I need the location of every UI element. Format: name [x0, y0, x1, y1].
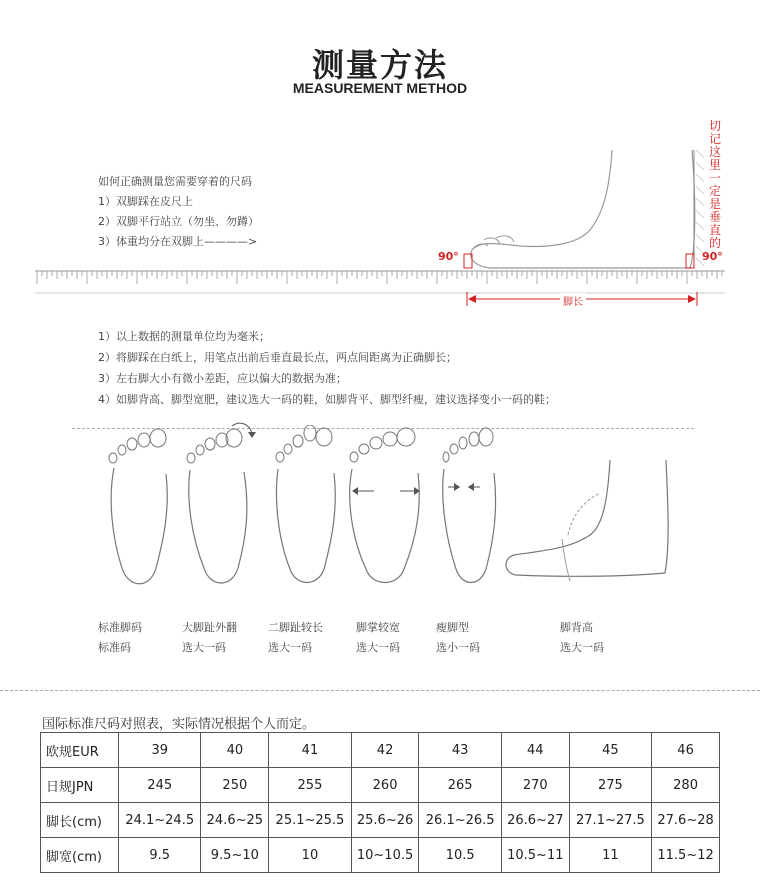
foot-type-advice: 选大一码: [182, 641, 226, 654]
vertical-warning: 切记这里一定是垂直的: [708, 119, 721, 250]
angle-right-label: 90°: [702, 250, 723, 263]
table-cell: 27.6~28: [652, 803, 720, 838]
notes: [98, 326, 556, 410]
table-cell: 275: [569, 768, 651, 803]
note-item: 2）将脚踩在白纸上，用笔点出前后垂直最长点，两点间距离为正确脚长；: [98, 351, 457, 364]
table-cell: 26.6~27: [501, 803, 569, 838]
table-cell: 26.1~26.5: [419, 803, 501, 838]
table-cell: 260: [351, 768, 419, 803]
foot-type-standard: [98, 618, 142, 658]
table-cell: 11.5~12: [652, 838, 720, 873]
instructions: [98, 172, 259, 252]
note-item: 4）如脚背高、脚型宽肥，建议选大一码的鞋，如脚背平、脚型纤瘦，建议选择变小一码的鞋；: [98, 393, 556, 406]
table-cell: 24.6~25: [201, 803, 269, 838]
table-cell: 39: [119, 733, 201, 768]
size-chart-table: [40, 732, 720, 873]
foot-length-label: 脚长: [560, 293, 586, 308]
table-cell: 11: [569, 838, 651, 873]
foot-type-narrow: [436, 618, 480, 658]
table-cell: 44: [501, 733, 569, 768]
foot-type-advice: 标准码: [98, 641, 131, 654]
table-cell: 250: [201, 768, 269, 803]
foot-type-name: 脚掌较宽: [356, 621, 400, 634]
table-row: [41, 733, 720, 768]
table-cell: 10~10.5: [351, 838, 419, 873]
row-header: 脚宽(cm): [41, 838, 119, 873]
table-cell: 27.1~27.5: [569, 803, 651, 838]
foot-bunion-illustration: [182, 420, 262, 592]
foot-type-long-second-toe: [268, 618, 323, 658]
foot-type-advice: 选大一码: [268, 641, 312, 654]
note-item: 1）以上数据的测量单位均为毫米；: [98, 330, 270, 343]
table-cell: 9.5~10: [201, 838, 269, 873]
row-header: 脚长(cm): [41, 803, 119, 838]
table-cell: 24.1~24.5: [119, 803, 201, 838]
foot-type-name: 脚背高: [560, 621, 593, 634]
table-row: [41, 838, 720, 873]
foot-type-name: 大脚趾外翻: [182, 621, 237, 634]
table-cell: 280: [652, 768, 720, 803]
note-item: 3）左右脚大小有微小差距，应以偏大的数据为准；: [98, 372, 347, 385]
table-cell: 10.5: [419, 838, 501, 873]
table-row: [41, 768, 720, 803]
row-header: 欧规EUR: [41, 733, 119, 768]
table-cell: 255: [269, 768, 351, 803]
page-title: 测量方法: [311, 46, 448, 84]
instruction-heading: 如何正确测量您需要穿着的尺码: [98, 175, 252, 188]
instruction-step: 3）体重均分在双脚上————>: [98, 235, 258, 248]
foot-high-instep-illustration: [500, 455, 675, 590]
size-table-caption: 国际标准尺码对照表，实际情况根据个人而定。: [42, 717, 316, 732]
table-cell: 9.5: [119, 838, 201, 873]
foot-type-bunion: [182, 618, 237, 658]
foot-type-advice: 选大一码: [560, 641, 604, 654]
foot-long-second-toe-illustration: [268, 425, 348, 592]
angle-left-label: 90°: [438, 250, 459, 263]
foot-side-illustration: [460, 140, 710, 275]
foot-type-high-instep: [560, 618, 604, 658]
table-cell: 25.1~25.5: [269, 803, 351, 838]
foot-type-name: 二脚趾较长: [268, 621, 323, 634]
foot-type-name: 标准脚码: [98, 621, 142, 634]
table-cell: 45: [569, 733, 651, 768]
table-cell: 40: [201, 733, 269, 768]
row-header: 日规JPN: [41, 768, 119, 803]
section-divider: [0, 690, 760, 691]
foot-standard-illustration: [100, 428, 180, 593]
page-subtitle: MEASUREMENT METHOD: [292, 80, 468, 96]
foot-type-advice: 选小一码: [436, 641, 480, 654]
foot-type-advice: 选大一码: [356, 641, 400, 654]
table-cell: 10.5~11: [501, 838, 569, 873]
table-cell: 43: [419, 733, 501, 768]
measuring-tape-ruler: [35, 270, 725, 294]
foot-type-wide: [356, 618, 400, 658]
foot-type-name: 瘦脚型: [436, 621, 469, 634]
table-cell: 10: [269, 838, 351, 873]
table-cell: 245: [119, 768, 201, 803]
table-cell: 42: [351, 733, 419, 768]
table-cell: 270: [501, 768, 569, 803]
table-cell: 41: [269, 733, 351, 768]
table-cell: 265: [419, 768, 501, 803]
table-cell: 46: [652, 733, 720, 768]
table-cell: 25.6~26: [351, 803, 419, 838]
table-row: [41, 803, 720, 838]
instruction-step: 1）双脚踩在皮尺上: [98, 195, 193, 208]
instruction-step: 2）双脚平行站立（勿坐、勿蹲）: [98, 215, 259, 228]
foot-wide-illustration: [346, 425, 426, 592]
